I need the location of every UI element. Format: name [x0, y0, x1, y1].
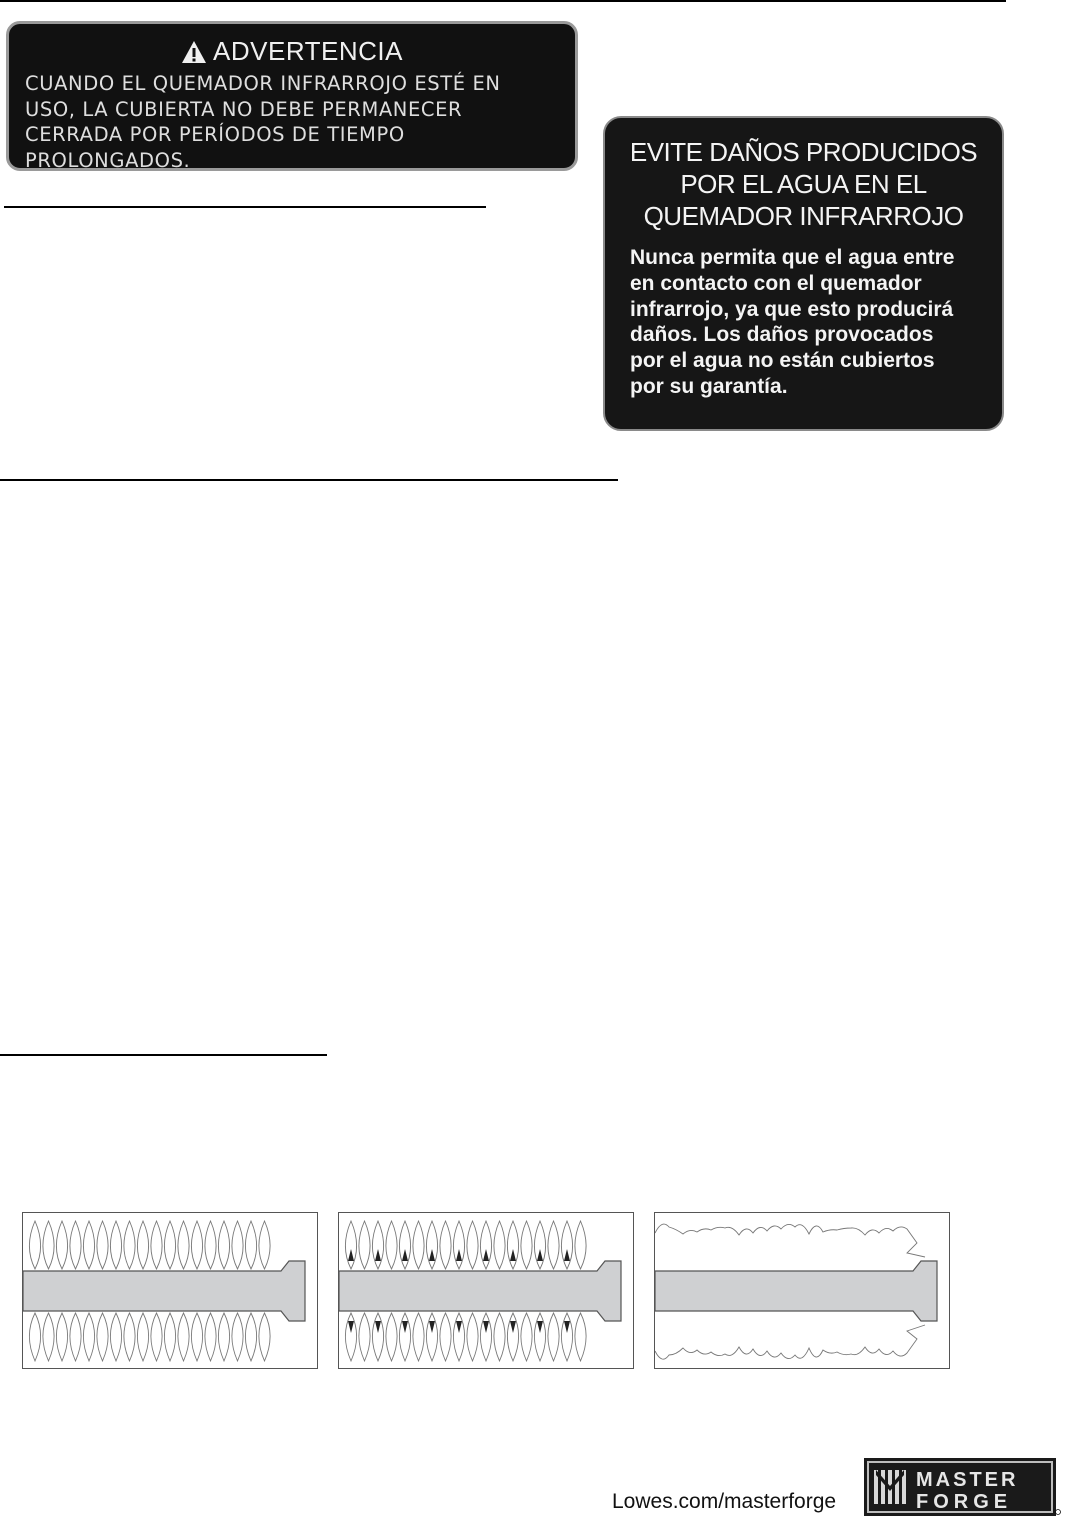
flame-diagram-normal	[22, 1212, 318, 1369]
flame-down	[164, 1313, 175, 1361]
flame-up	[440, 1221, 451, 1269]
flame-up	[548, 1221, 559, 1269]
flame-up	[164, 1221, 175, 1269]
flame-outline-bottom	[655, 1325, 925, 1359]
flame-down	[345, 1313, 356, 1361]
logo-text-forge: FORGE	[916, 1491, 1013, 1513]
burner-tube	[655, 1261, 937, 1321]
flame-up	[345, 1221, 356, 1269]
flame-down	[494, 1313, 505, 1361]
logo-text-master: MASTER	[916, 1469, 1019, 1491]
flame-down	[245, 1313, 256, 1361]
flame-up	[507, 1221, 518, 1269]
flame-tip	[537, 1321, 543, 1333]
flame-down	[124, 1313, 135, 1361]
flame-up	[480, 1221, 491, 1269]
flame-down	[191, 1313, 202, 1361]
flame-up	[232, 1221, 243, 1269]
flame-tip	[510, 1321, 516, 1333]
flame-down	[83, 1313, 94, 1361]
flame-down	[575, 1313, 586, 1361]
warning-heading	[9, 36, 575, 67]
flame-down	[399, 1313, 410, 1361]
flame-tip	[537, 1249, 543, 1261]
flame-tip	[402, 1249, 408, 1261]
flame-up	[43, 1221, 54, 1269]
flame-up	[575, 1221, 586, 1269]
flame-tip	[483, 1249, 489, 1261]
flame-up	[110, 1221, 121, 1269]
flame-tip	[402, 1321, 408, 1333]
flame-down	[137, 1313, 148, 1361]
burner-tube	[339, 1261, 621, 1321]
flame-up	[359, 1221, 370, 1269]
flame-down	[110, 1313, 121, 1361]
flame-up	[70, 1221, 81, 1269]
flame-down	[467, 1313, 478, 1361]
flame-up	[386, 1221, 397, 1269]
flame-up	[467, 1221, 478, 1269]
flame-down	[178, 1313, 189, 1361]
flame-up	[245, 1221, 256, 1269]
top-rule	[0, 0, 1006, 2]
flame-tip	[429, 1321, 435, 1333]
warning-body: CUANDO EL QUEMADOR INFRARROJO ESTÉ EN USO, LA CUBIERTA NO DEBE PERMANECER CERRADA POR PERÍODOS DE TIEMPO PROLONGADOS.	[25, 72, 501, 172]
flame-up	[413, 1221, 424, 1269]
flame-tip	[375, 1249, 381, 1261]
warning-triangle-icon	[181, 40, 207, 64]
flame-up	[521, 1221, 532, 1269]
flame-outline-top	[655, 1224, 925, 1257]
flame-up	[124, 1221, 135, 1269]
flame-diagram-yellow-tips	[338, 1212, 634, 1369]
flame-down	[43, 1313, 54, 1361]
flame-down	[97, 1313, 108, 1361]
flame-diagram-lifting	[654, 1212, 950, 1369]
flame-up	[399, 1221, 410, 1269]
section-rule-2	[0, 479, 618, 481]
flame-down	[70, 1313, 81, 1361]
flame-up	[29, 1221, 40, 1269]
flame-down	[561, 1313, 572, 1361]
section-rule-1	[4, 206, 486, 208]
flame-up	[561, 1221, 572, 1269]
flame-down	[29, 1313, 40, 1361]
flame-tip	[564, 1321, 570, 1333]
flame-tip	[429, 1249, 435, 1261]
flame-down	[218, 1313, 229, 1361]
flame-down	[480, 1313, 491, 1361]
flame-tip	[483, 1321, 489, 1333]
flame-down	[205, 1313, 216, 1361]
flame-up	[137, 1221, 148, 1269]
flame-tip	[375, 1321, 381, 1333]
flame-tip	[510, 1249, 516, 1261]
flame-up	[426, 1221, 437, 1269]
flame-down	[440, 1313, 451, 1361]
flame-up	[205, 1221, 216, 1269]
warning-label	[6, 21, 578, 171]
flame-down	[426, 1313, 437, 1361]
flame-down	[259, 1313, 270, 1361]
flame-up	[218, 1221, 229, 1269]
flame-up	[151, 1221, 162, 1269]
water-damage-title: EVITE DAÑOS PRODUCIDOS POR EL AGUA EN EL QUEMADOR INFRARROJO	[629, 137, 978, 231]
section-rule-3	[0, 1054, 327, 1056]
master-forge-logo	[864, 1458, 1061, 1516]
flame-down	[359, 1313, 370, 1361]
flame-down	[413, 1313, 424, 1361]
warning-heading-text: ADVERTENCIA	[213, 36, 403, 66]
water-damage-label	[603, 116, 1004, 431]
flame-down	[521, 1313, 532, 1361]
flame-up	[259, 1221, 270, 1269]
flame-down	[453, 1313, 464, 1361]
flame-down	[56, 1313, 67, 1361]
flame-down	[548, 1313, 559, 1361]
flame-up	[83, 1221, 94, 1269]
flame-down	[151, 1313, 162, 1361]
flame-down	[372, 1313, 383, 1361]
flame-up	[97, 1221, 108, 1269]
flame-up	[191, 1221, 202, 1269]
flame-tip	[564, 1249, 570, 1261]
flame-tip	[348, 1321, 354, 1333]
flame-up	[56, 1221, 67, 1269]
flame-down	[534, 1313, 545, 1361]
flame-up	[453, 1221, 464, 1269]
flame-up	[534, 1221, 545, 1269]
flame-tip	[348, 1249, 354, 1261]
flame-down	[386, 1313, 397, 1361]
flame-up	[494, 1221, 505, 1269]
flame-tip	[456, 1321, 462, 1333]
flame-down	[507, 1313, 518, 1361]
burner-tube	[23, 1261, 305, 1321]
flame-down	[232, 1313, 243, 1361]
flame-tip	[456, 1249, 462, 1261]
flame-up	[178, 1221, 189, 1269]
footer-url: Lowes.com/masterforge	[612, 1490, 837, 1513]
water-damage-body: Nunca permita que el agua entre en contacto con el quemador infrarrojo, ya que esto producirá daños. Los daños provocados por el agua no están cubiertos por su garantía.	[630, 246, 955, 398]
flame-up	[372, 1221, 383, 1269]
